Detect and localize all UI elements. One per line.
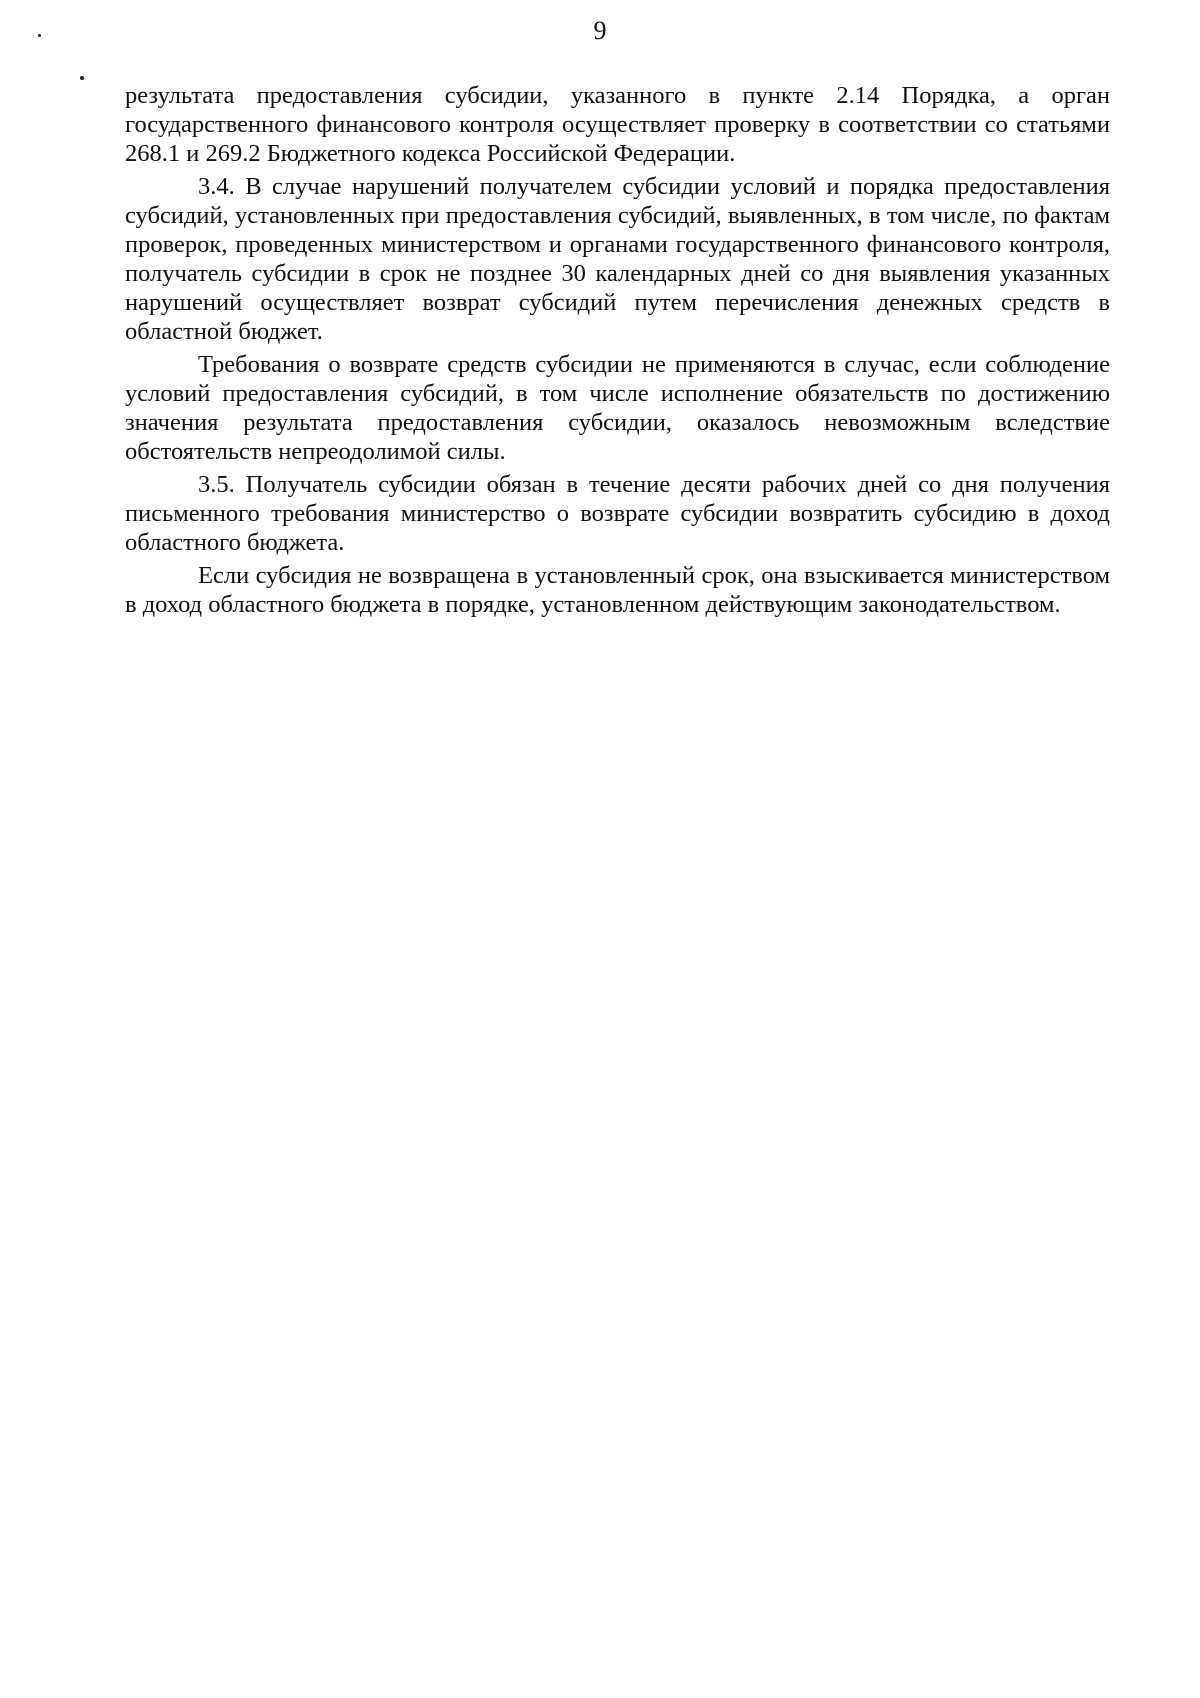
page-number: 9: [593, 16, 607, 45]
document-body: [125, 81, 1110, 623]
scan-speck: [80, 76, 84, 80]
paragraph-3-5: 3.5. Получатель субсидии обязан в течение десяти рабочих дней со дня получения письменного требования министерство о возврате субсидии возвратить субсидию в доход областного бюджета.: [125, 471, 1110, 556]
paragraph-recovery: Если субсидия не возвращена в установленный срок, она взыскивается министерством в доход областного бюджета в порядке, установленном действующим законодательством.: [125, 562, 1110, 618]
paragraph-continuation: результата предоставления субсидии, указанного в пункте 2.14 Порядка, а орган государственного финансового контроля осуществляет проверку в соответствии со статьями 268.1 и 269.2 Бюджетного кодекса Российской Федерации.: [125, 82, 1110, 167]
paragraph-3-4: 3.4. В случае нарушений получателем субсидии условий и порядка предоставления субсидий, установленных при предоставления субсидий, выявленных, в том числе, по фактам проверок, проведенных министерством и органами государственного финансового контроля, получатель субсидии в срок не позднее 30 календарных дней со дня выявления указанных нарушений осуществляет возврат субсидий путем перечисления денежных средств в областной бюджет.: [125, 173, 1110, 345]
paragraph-force-majeure: Требования о возврате средств субсидии не применяются в случас, если соблюдение условий предоставления субсидий, в том числе исполнение обязательств по достижению значения результата предоставления субсидии, оказалось невозможным вследствие обстоятельств непреодолимой силы.: [125, 351, 1110, 465]
